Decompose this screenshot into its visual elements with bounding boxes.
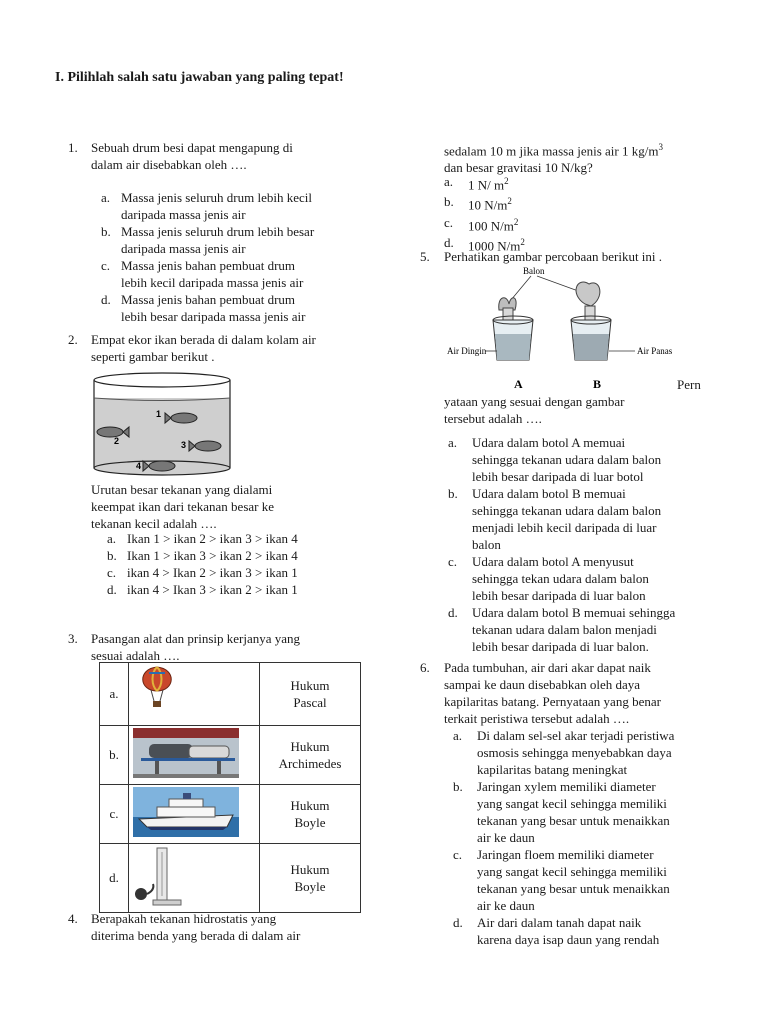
hot-air-balloon-icon [129, 663, 259, 721]
option-letter: c. [101, 258, 111, 273]
option-text: tekanan yang besar untuk menaikkan [477, 813, 670, 828]
option-text: 10 N/m [468, 197, 508, 213]
row-image [129, 726, 260, 785]
option-text: yang sangat kecil sehingga memiliki [477, 796, 667, 811]
fish-label: 1 [156, 409, 162, 419]
option-text: Massa jenis seluruh drum lebih kecil [121, 190, 312, 205]
figure-label: Air Dingin [447, 346, 487, 356]
superscript: 2 [520, 236, 525, 247]
option-text: Ikan 1 > ikan 2 > ikan 3 > ikan 4 [127, 531, 298, 546]
option-a[interactable] [107, 530, 367, 547]
row-image [129, 663, 260, 726]
superscript: 2 [513, 216, 519, 227]
question-text: Empat ekor ikan berada di dalam kolam air [91, 332, 316, 347]
option-b[interactable] [448, 485, 718, 553]
option-letter: d. [444, 234, 454, 250]
option-text: Udara dalam botol A memuai [472, 435, 626, 450]
option-letter: b. [107, 548, 117, 563]
q5-text [444, 393, 744, 427]
figure-label: A [514, 377, 523, 390]
option-letter: a. [444, 174, 454, 189]
option-letter: d. [107, 582, 117, 597]
option-text: sehingga tekanan udara dalam balon [472, 452, 662, 467]
question-5 [420, 248, 740, 265]
question-text: sesuai adalah …. [91, 648, 180, 663]
fish-label: 3 [181, 440, 187, 450]
question-text: Pern [677, 377, 701, 392]
option-text: Di dalam sel-sel akar terjadi peristiwa [477, 728, 675, 743]
question-text: sampai ke daun disebabkan oleh daya [444, 677, 641, 692]
question-number: 4. [68, 911, 78, 926]
row-image [129, 844, 260, 913]
principle-text: Hukum [290, 862, 330, 877]
principle-text: Boyle [294, 879, 326, 894]
question-text: keempat ikan dari tekanan besar ke [91, 499, 274, 514]
question-4 [68, 910, 368, 944]
q3-table [99, 662, 361, 913]
question-number: 6. [420, 660, 430, 675]
option-letter: a. [448, 435, 458, 450]
question-text: Pasangan alat dan prinsip kerjanya yang [91, 631, 301, 646]
sphygmomanometer-icon [129, 844, 259, 908]
row-image [129, 785, 260, 844]
option-c[interactable] [448, 553, 718, 604]
option-c[interactable] [453, 846, 721, 914]
question-text: kapilaritas batang. Pernyataan yang benar [444, 694, 661, 709]
option-letter: d. [448, 605, 458, 620]
table-row[interactable] [100, 726, 361, 785]
option-b[interactable] [453, 778, 721, 846]
option-text: karena daya isap daun yang rendah [477, 932, 660, 947]
principle-cell [260, 726, 361, 785]
question-text: Sebuah drum besi dapat mengapung di [91, 140, 293, 155]
balloon-experiment-figure [445, 264, 695, 390]
superscript: 3 [658, 142, 663, 152]
fish-label: 2 [114, 436, 120, 446]
figure-label: Balon [523, 266, 545, 276]
principle-text: Boyle [294, 815, 326, 830]
option-d[interactable] [453, 914, 721, 948]
option-a[interactable] [448, 434, 718, 485]
question-6 [420, 659, 740, 727]
option-d[interactable] [107, 581, 367, 598]
principle-text: Hukum [290, 739, 330, 754]
option-letter: c. [444, 214, 454, 230]
question-text: Urutan besar tekanan yang dialami [91, 482, 273, 497]
option-text: lebih kecil daripada massa jenis air [121, 275, 304, 290]
option-text: 100 N/m [468, 217, 514, 233]
option-a[interactable] [444, 173, 644, 193]
option-text: Jaringan floem memiliki diameter [477, 847, 654, 862]
question-number: 2. [68, 332, 78, 347]
option-text: menjadi lebih kecil daripada di luar [472, 520, 657, 535]
question-text: dalam air disebabkan oleh …. [91, 157, 247, 172]
question-text: diterima benda yang berada di dalam air [91, 928, 301, 943]
q6-options [453, 727, 721, 948]
question-text: Pada tumbuhan, air dari akar dapat naik [444, 660, 651, 675]
option-d[interactable] [101, 291, 371, 325]
principle-cell [260, 785, 361, 844]
question-text: Perhatikan gambar percobaan berikut ini . [444, 249, 663, 264]
option-text: lebih besar daripada massa jenis air [121, 309, 306, 324]
option-letter: d. [453, 915, 463, 930]
option-text: ikan 4 > Ikan 2 > ikan 3 > ikan 1 [127, 565, 298, 580]
question-text: yataan yang sesuai dengan gambar [444, 394, 625, 409]
option-letter: c. [107, 565, 117, 580]
option-text: kapilaritas batang meningkat [477, 762, 628, 777]
option-letter: b. [448, 486, 458, 501]
figure-label: B [593, 377, 602, 390]
question-number: 5. [420, 249, 430, 264]
option-text: air ke daun [477, 898, 535, 913]
row-letter: b. [100, 726, 129, 785]
option-text: balon [472, 537, 501, 552]
option-letter: a. [453, 728, 463, 743]
option-text: Udara dalam botol A menyusut [472, 554, 634, 569]
question-text: tersebut adalah …. [444, 411, 542, 426]
option-letter: b. [101, 224, 111, 239]
row-letter: d. [100, 844, 129, 913]
option-b[interactable] [444, 193, 644, 213]
option-b[interactable] [101, 223, 371, 257]
fish-pond-figure [90, 370, 235, 478]
row-letter: a. [100, 663, 129, 726]
option-text: air ke daun [477, 830, 535, 845]
option-letter: a. [107, 531, 117, 546]
row-letter: c. [100, 785, 129, 844]
section-header: I. Pilihlah salah satu jawaban yang paling tepat! [55, 70, 344, 85]
figure-label: Air Panas [637, 346, 673, 356]
q4-options [444, 173, 644, 254]
option-letter: c. [448, 554, 458, 569]
question-2 [68, 331, 368, 365]
principle-text: Hukum [290, 798, 330, 813]
option-text: Massa jenis bahan pembuat drum [121, 292, 296, 307]
option-text: yang sangat kecil sehingga memiliki [477, 864, 667, 879]
principle-text: Archimedes [278, 756, 342, 771]
question-number: 3. [68, 631, 78, 646]
option-text: Air dari dalam tanah dapat naik [477, 915, 642, 930]
option-text: 1 N/ m [468, 177, 505, 193]
question-3 [68, 630, 368, 664]
principle-cell [260, 844, 361, 913]
superscript: 2 [507, 196, 512, 207]
superscript: 2 [504, 176, 509, 186]
question-text: tekanan kecil adalah …. [91, 516, 217, 531]
option-letter: b. [453, 779, 463, 794]
option-text: Jaringan xylem memiliki diameter [477, 779, 656, 794]
option-text: tekanan udara dalam balon menjadi [472, 622, 657, 637]
question-text: Berapakah tekanan hidrostatis yang [91, 911, 277, 926]
q2-subtext [91, 481, 361, 532]
option-text: lebih besar daripada di luar botol [472, 469, 644, 484]
q2-options [107, 530, 367, 598]
option-text: lebih besar daripada di luar balon [472, 588, 646, 603]
principle-text: Pascal [293, 695, 327, 710]
option-text: sehingga tekanan udara dalam balon [472, 503, 662, 518]
question-text: dan besar gravitasi 10 N/kg? [444, 160, 593, 176]
car-lift-icon [129, 726, 259, 780]
ship-icon [129, 785, 259, 839]
option-c[interactable] [107, 564, 367, 581]
option-text: Massa jenis bahan pembuat drum [121, 258, 296, 273]
option-letter: b. [444, 194, 454, 210]
option-text: Udara dalam botol B memuai sehingga [472, 605, 676, 620]
option-b[interactable] [107, 547, 367, 564]
q1-options [101, 189, 371, 325]
q5-options [448, 434, 718, 655]
option-c[interactable] [444, 214, 644, 234]
option-text: tekanan yang besar untuk menaikkan [477, 881, 670, 896]
question-text: terkait peristiwa tersebut adalah …. [444, 711, 630, 726]
principle-cell [260, 663, 361, 726]
table-row[interactable] [100, 785, 361, 844]
question-number: 1. [68, 140, 78, 155]
option-c[interactable] [101, 257, 371, 291]
option-text: daripada massa jenis air [121, 241, 246, 256]
option-letter: a. [101, 190, 111, 205]
option-d[interactable] [448, 604, 718, 655]
option-text: Massa jenis seluruh drum lebih besar [121, 224, 315, 239]
option-text: Udara dalam botol B memuai [472, 486, 626, 501]
option-a[interactable] [453, 727, 721, 778]
option-text: osmosis sehingga menyebabkan daya [477, 745, 672, 760]
principle-text: Hukum [290, 678, 330, 693]
option-a[interactable] [101, 189, 371, 223]
table-row[interactable] [100, 663, 361, 726]
q4-continued [444, 139, 744, 176]
question-text: seperti gambar berikut . [91, 349, 215, 364]
option-text: Ikan 1 > ikan 3 > ikan 2 > ikan 4 [127, 548, 298, 563]
option-text: ikan 4 > Ikan 3 > ikan 2 > ikan 1 [127, 582, 298, 597]
option-text: daripada massa jenis air [121, 207, 246, 222]
question-text: sedalam 10 m jika massa jenis air 1 kg/m [444, 143, 659, 159]
fish-label: 4 [136, 461, 142, 471]
option-letter: c. [453, 847, 463, 862]
cup-b [571, 282, 611, 360]
option-letter: d. [101, 292, 111, 307]
option-text: 1000 N/m [468, 238, 521, 254]
option-text: sehingga tekan udara dalam balon [472, 571, 649, 586]
cup-a [493, 298, 533, 360]
option-text: lebih besar daripada di luar balon. [472, 639, 649, 654]
question-1 [68, 139, 368, 173]
table-row[interactable] [100, 844, 361, 913]
